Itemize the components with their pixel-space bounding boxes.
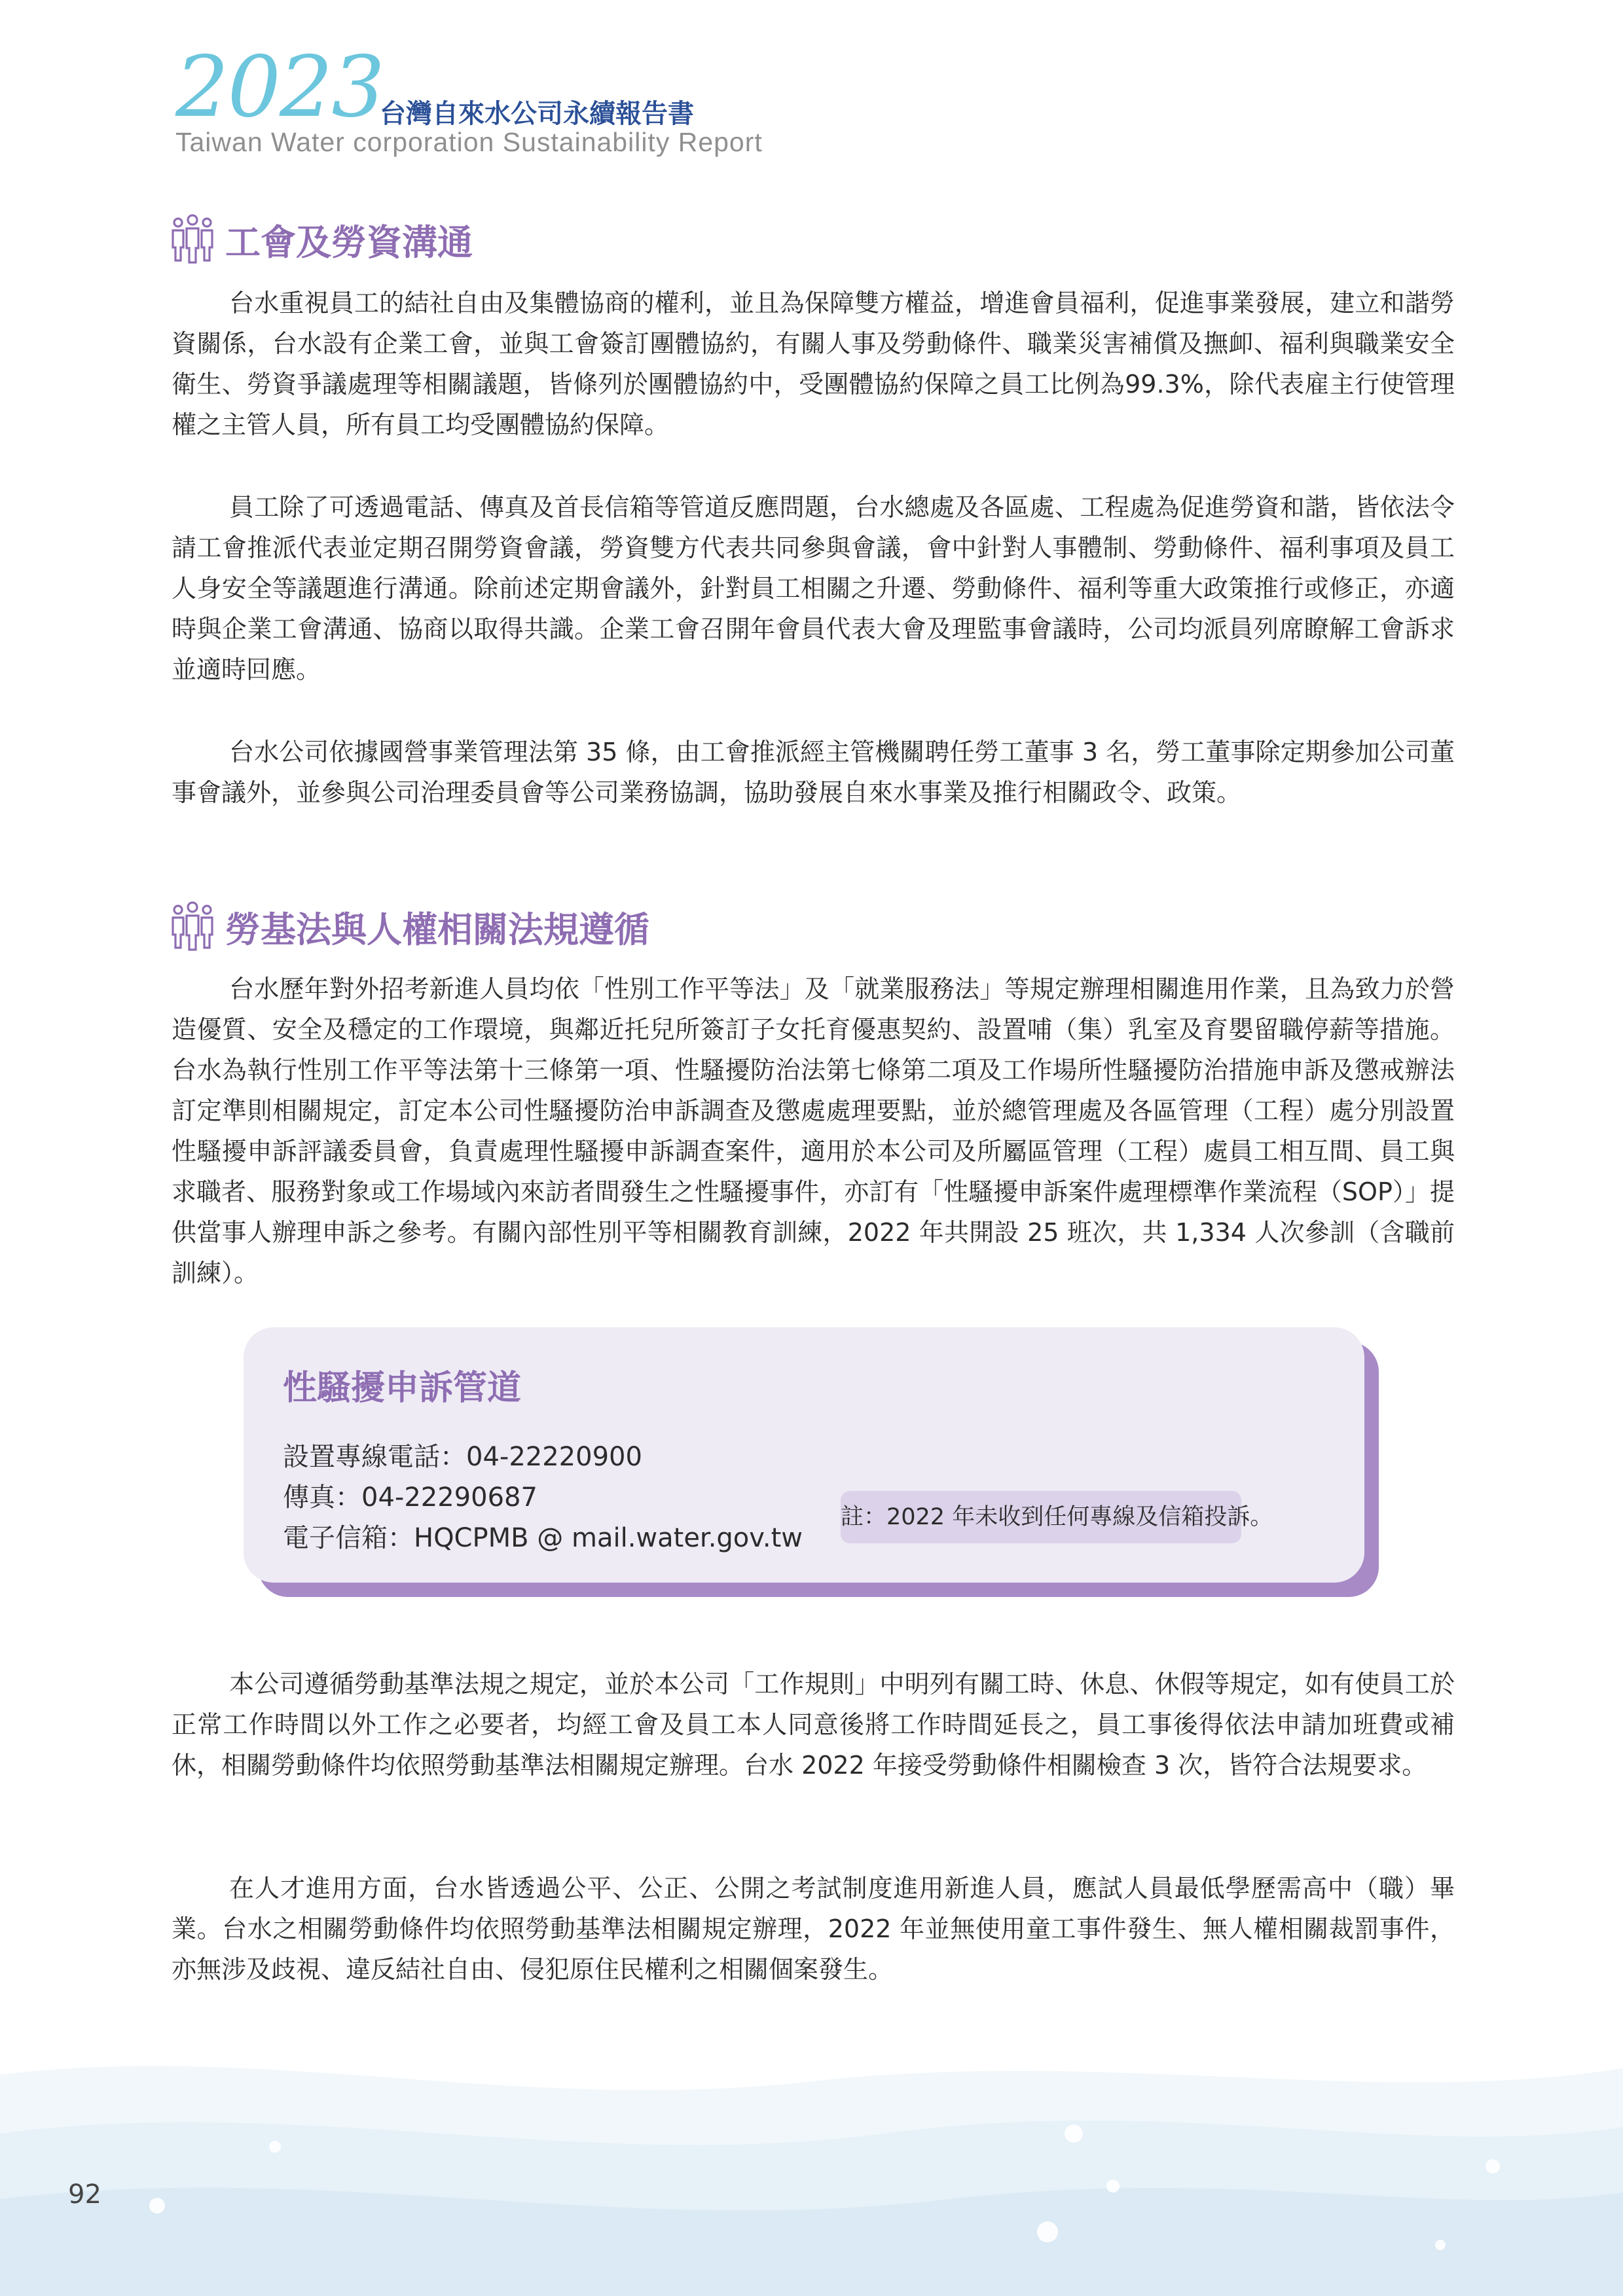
complaint-box-title: 性騷擾申訴管道 [283, 1369, 522, 1408]
complaint-fax: 傳真：04-22290687 [283, 1482, 538, 1513]
complaint-note: 註：2022 年未收到任何專線及信箱投訴。 [841, 1491, 1241, 1543]
section-heading-labor-law [169, 901, 649, 953]
paragraph: 員工除了可透過電話、傳真及首長信箱等管道反應問題，台水總處及各區處、工程處為促進勞資和諧，皆依法令請工會推派代表並定期召開勞資會議，勞資雙方代表共同參與會議，會中針對人事體制、勞動條件、福利事項及員工人身安全等議題進行溝通。除前述定期會議外，針對員工相關之升遷、勞動條件、福利等重大政策推行或修正，亦適時與企業工會溝通、協商以取得共識。企業工會召開年會員代表大會及理監事會議時，公司均派員列席瞭解工會訴求並適時回應。 [172, 493, 1455, 684]
paragraph: 台水公司依據國營事業管理法第 35 條，由工會推派經主管機關聘任勞工董事 3 名，勞工董事除定期參加公司董事會議外，並參與公司治理委員會等公司業務協調，協助發展自來水事業及推行相關政令、政策。 [172, 738, 1455, 807]
report-year: 2023 [175, 39, 384, 136]
paragraph: 本公司遵循勞動基準法規之規定，並於本公司「工作規則」中明列有關工時、休息、休假等規定，如有使員工於正常工作時間以外工作之必要者，均經工會及員工本人同意後將工作時間延長之，員工事後得依法申請加班費或補休，相關勞動條件均依照勞動基準法相關規定辦理。台水 2022 年接受勞動條件相關檢查 3 次，皆符合法規要求。 [172, 1670, 1455, 1780]
report-title-zh: 台灣自來水公司永續報告書 [380, 99, 694, 129]
complaint-phone: 設置專線電話：04-22220900 [283, 1442, 642, 1472]
paragraph: 台水歷年對外招考新進人員均依「性別工作平等法」及「就業服務法」等規定辦理相關進用作業，且為致力於營造優質、安全及穩定的工作環境，與鄰近托兒所簽訂子女托育優惠契約、設置哺（集）乳室及育嬰留職停薪等措施。台水為執行性別工作平等法第十三條第一項、性騷擾防治法第七條第二項及工作場所性騷擾防治措施申訴及懲戒辦法訂定準則相關規定，訂定本公司性騷擾防治申訴調查及懲處處理要點，並於總管理處及各區管理（工程）處分別設置性騷擾申訴評議委員會，負責處理性騷擾申訴調查案件，適用於本公司及所屬區管理（工程）處員工相互間、員工與求職者、服務對象或工作場域內來訪者間發生之性騷擾事件，亦訂有「性騷擾申訴案件處理標準作業流程（SOP）」提供當事人辦理申訴之參考。有關內部性別平等相關教育訓練，2022 年共開設 25 班次，共 1,334 人次參訓（含職前訓練）。 [172, 975, 1455, 1287]
people-group-icon [169, 901, 216, 953]
complaint-email: 電子信箱：HQCPMB @ mail.water.gov.tw [283, 1523, 803, 1553]
water-wave-decoration [0, 2036, 1623, 2296]
section-heading-union [169, 213, 473, 266]
people-group-icon [169, 213, 216, 266]
section-title-union: 工會及勞資溝通 [225, 221, 473, 263]
paragraph: 台水重視員工的結社自由及集體協商的權利，並且為保障雙方權益，增進會員福利，促進事業發展，建立和諧勞資關係，台水設有企業工會，並與工會簽訂團體協約，有關人事及勞動條件、職業災害補償及撫卹、福利與職業安全衛生、勞資爭議處理等相關議題，皆條列於團體協約中，受團體協約保障之員工比例為99.3%，除代表雇主行使管理權之主管人員，所有員工均受團體協約保障。 [172, 289, 1455, 439]
complaint-channel-box [244, 1327, 1364, 1583]
paragraph: 在人才進用方面，台水皆透過公平、公正、公開之考試制度進用新進人員，應試人員最低學歷需高中（職）畢業。台水之相關勞動條件均依照勞動基準法相關規定辦理，2022 年並無使用童工事件發生、無人權相關裁罰事件，亦無涉及歧視、違反結社自由、侵犯原住民權利之相關個案發生。 [172, 1874, 1455, 1984]
report-title-en: Taiwan Water corporation Sustainability Report [175, 127, 763, 157]
section-title-labor-law: 勞基法與人權相關法規遵循 [225, 908, 649, 950]
page-number: 92 [68, 2179, 101, 2210]
